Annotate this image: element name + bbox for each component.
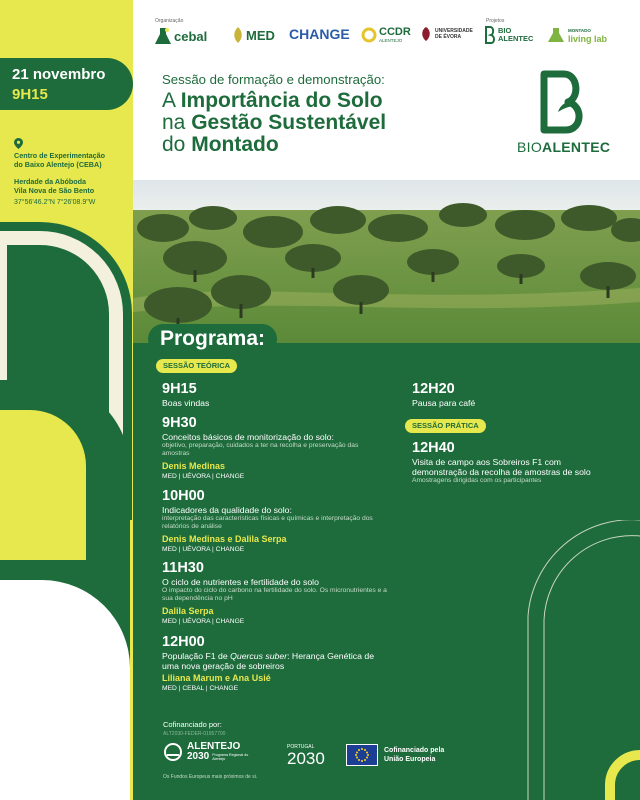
gps-coordinates: 37°56'46.2"N 7°26'08.9"W [14,199,96,206]
project-montado: MONTADO [568,28,591,33]
portugal2030-logo [287,742,325,768]
theory-session-tag: SESSÃO TEÓRICA [156,359,237,373]
program-item [162,560,387,626]
cebal-logo [153,26,207,46]
item-affiliation: MED | UÉVORA | CHANGE [162,546,245,553]
title-word: na [162,111,192,134]
ccdr-circle-icon [361,27,377,43]
title-bold: Gestão Sustentável [191,111,387,134]
uevora-crest-icon [419,26,433,42]
item-time: 9H15 [162,381,197,397]
item-affiliation: MED | UÉVORA | CHANGE [162,473,245,480]
title-part: : Herança Genética de uma nova geração de sobreiros [162,651,375,671]
item-desc: Amostragens dirigidas com os participantes [412,477,542,484]
program-item [412,381,612,408]
venue-line2: do Baixo Alentejo (CEBA) [14,160,102,169]
cebal-label: cebal [174,28,208,44]
title-part: População F1 de [162,651,231,661]
alentejo-mark-icon [163,742,183,762]
item-title: Pausa para café [412,398,476,408]
project-bio: BIO [498,26,512,35]
title-bold: Montado [191,133,279,156]
event-time: 9H15 [12,86,48,103]
brand-bio: BIO [517,139,543,155]
title-word: do [162,133,192,156]
alentejo-year: 2030 [187,751,210,762]
med-logo [232,26,275,44]
program-heading: Programa: [148,324,277,354]
brand-alentec: ALENTEC [542,139,611,155]
project-code: ALT2030-FEDER-01957700 [163,731,226,737]
program-item [162,415,387,481]
organizers-label: Organização [155,18,184,24]
item-time: 10H00 [162,488,205,504]
item-speaker: Liliana Marum e Ana Usié [162,673,271,683]
program-item [162,634,387,693]
eu-flag [346,744,378,766]
montado-logo [546,26,607,44]
project-living-lab: living lab [568,34,608,44]
med-label: MED [246,27,275,43]
eu-line1: Cofinanciado pela [384,747,445,754]
item-title: Visita de campo aos Sobreiros F1 com demonstração da recolha de amostras de solo [412,457,591,477]
project-alentec: ALENTEC [498,34,534,43]
leaf-icon [232,26,244,44]
uevora-label: UNIVERSIDADE DE ÉVORA [435,28,473,40]
item-title: O ciclo de nutrientes e fertilidade do solo [162,577,319,587]
item-speaker: Denis Medinas [162,461,226,471]
ccdr-sub: ALENTEJO [379,38,403,43]
montado-flask-icon [546,26,566,44]
item-speaker: Denis Medinas e Dalila Serpa [162,534,287,544]
brand-wordmark [517,139,610,155]
alentejo-sub: Programa Regional do Alentejo [212,753,249,761]
cofinanced-label: Cofinanciado por: [163,720,222,729]
corner-arch-decoration [600,745,640,800]
eu-cofinanced-text [384,746,444,764]
projects-label: Projetos [486,18,505,24]
item-title: Indicadores da qualidade do solo: [162,505,292,515]
item-title: Conceitos básicos de monitorização do solo: [162,432,334,442]
change-label: CHANGE [289,26,350,42]
place-line1: Herdade da Abóboda [14,177,87,186]
montado-photo [133,180,640,343]
ccdr-label: CCDR [379,26,411,38]
bioalentec-small-logo [484,26,533,44]
item-time: 12H40 [412,440,455,456]
item-speaker: Dalila Serpa [162,606,214,616]
event-subtitle: Sessão de formação e demonstração: [162,72,385,87]
item-time: 12H20 [412,381,455,397]
left-sidebar [0,0,133,800]
uevora-logo [419,26,471,42]
item-desc: interpretação das características físicas e químicas e interpretação dos relatórios de análise [162,515,373,530]
location-pin-icon [14,138,23,149]
item-title [162,651,387,671]
event-date: 21 novembro [12,66,106,83]
b-logo-icon [484,26,496,44]
item-time: 9H30 [162,415,197,431]
species-name: Quercus suber [230,651,288,661]
place-line2: Vila Nova de São Bento [14,186,95,195]
portugal-year: 2030 [287,749,325,768]
alentejo2030-logo [163,742,248,762]
bioalentec-logo-icon [540,70,588,134]
item-time: 12H00 [162,634,205,650]
change-logo [289,26,350,42]
event-title [162,90,386,156]
program-item [412,440,607,485]
footer-note: Os Fundos Europeus mais próximos de si. [163,774,258,780]
title-word: A [162,89,181,112]
program-item [162,381,387,408]
left-decoration [0,0,133,800]
alentejo-label: ALENTEJO [187,741,241,752]
item-affiliation: MED | CEBAL | CHANGE [162,685,239,692]
eu-stars-icon [347,745,377,765]
item-desc: O impacto do ciclo do carbono na fertilidade do solo. Os micronutrientes e a sua dependência no pH [162,587,387,602]
item-time: 11H30 [162,560,204,576]
portugal-label: PORTUGAL [287,744,315,750]
practical-session-tag: SESSÃO PRÁTICA [405,419,486,433]
title-bold: Importância do Solo [180,89,383,112]
eu-line2: União Europeia [384,756,436,763]
program-item [162,488,387,554]
ccdr-logo [361,26,411,43]
item-desc: objetivo, preparação, cuidados a ter na recolha e preservação das amostras [162,442,359,457]
item-affiliation: MED | UÉVORA | CHANGE [162,618,245,625]
flask-icon [153,26,173,46]
venue-line1: Centro de Experimentação [14,151,106,160]
item-title: Boas vindas [162,398,210,408]
